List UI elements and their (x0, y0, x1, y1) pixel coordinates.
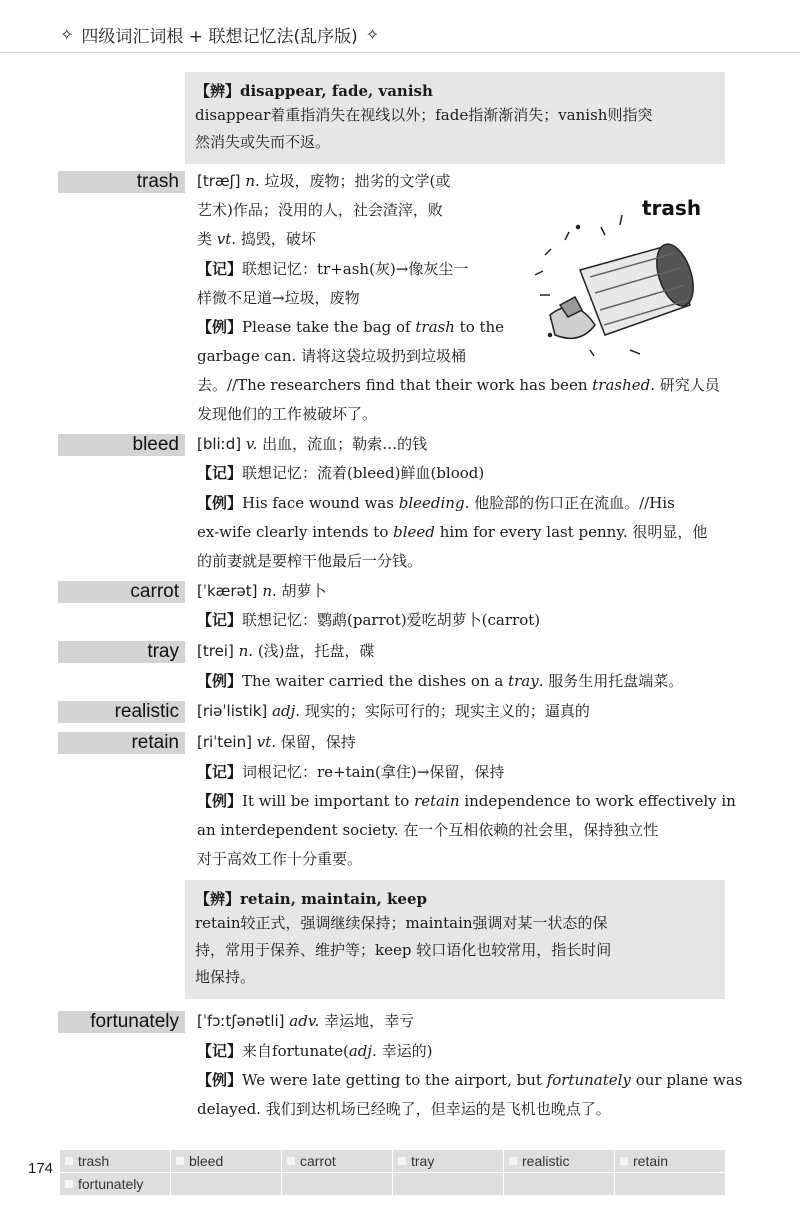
memory-text: 词根记忆：re+tain(拿住)→保留，保持 (242, 763, 505, 781)
headword-retain: retain (58, 732, 185, 754)
example-emphasis: trashed (592, 376, 651, 394)
part-of-speech: adj. (272, 702, 301, 720)
diamond-icon: ✧ (365, 24, 380, 44)
example-text: His face wound was (242, 494, 394, 512)
example-text: independence to work effectively in (464, 792, 736, 810)
index-empty-cell (504, 1173, 614, 1195)
headword-trash: trash (58, 171, 185, 193)
part-of-speech: adv. (289, 1012, 320, 1030)
phonetic: [riˈtein] (197, 733, 252, 751)
trash-example-2: garbage can. 请将这袋垃圾扔到垃圾桶 (197, 347, 467, 365)
memory-tag: 【记】 (197, 611, 243, 629)
realistic-definition (197, 698, 590, 725)
bleed-example (197, 490, 675, 517)
index-empty-cell (393, 1173, 503, 1195)
part-of-speech: n. (262, 582, 277, 600)
definition-text: (浅)盘，托盘，碟 (257, 642, 375, 660)
fortunately-example-2: delayed. 我们到达机场已经晚了，但幸运的是飞机也晚点了。 (197, 1100, 611, 1118)
example-text: The waiter carried the dishes on a (242, 672, 504, 690)
definition-text: 垃圾，废物；拙劣的文学(或 (264, 172, 451, 190)
distinction-title: 【辨】retain, maintain, keep (195, 890, 428, 908)
example-text: . 他脸部的伤口正在流血。//His (464, 494, 675, 512)
example-text: It will be important to (242, 792, 410, 810)
index-empty-cell (282, 1173, 392, 1195)
phonetic: [bliːd] (197, 435, 242, 453)
carrot-memory (197, 607, 540, 634)
phonetic: [træʃ] (197, 172, 241, 190)
trash-definition-3 (197, 226, 316, 253)
distinction-line: retain较正式，强调继续保持；maintain强调对某一状态的保 (195, 914, 608, 932)
carrot-definition (197, 578, 327, 605)
headword-tray: tray (58, 641, 185, 663)
trash-example (197, 314, 504, 341)
distinction-title: 【辨】disappear, fade, vanish (195, 82, 433, 100)
example-text: 去。//The researchers find that their work has been (197, 376, 588, 394)
example-text: to the (459, 318, 505, 336)
distinction-line: 地保持。 (195, 968, 256, 986)
memory-text: 联想记忆：鹦鹉(parrot)爱吃胡萝卜(carrot) (242, 611, 541, 629)
example-emphasis: bleed (393, 523, 435, 541)
distinction-line: disappear着重指消失在视线以外；fade指渐渐消失；vanish则指突 (195, 106, 653, 124)
headword-realistic: realistic (58, 701, 185, 723)
word-index (60, 1150, 725, 1194)
distinction-text (195, 102, 715, 156)
definition-text: 幸运地，幸亏 (324, 1012, 415, 1030)
memory-tag: 【记】 (197, 464, 243, 482)
example-text: our plane was (635, 1071, 743, 1089)
tray-example (197, 668, 683, 695)
index-item: realistic (504, 1150, 614, 1172)
index-empty-cell (615, 1173, 725, 1195)
phonetic: [riəˈlistik] (197, 702, 268, 720)
example-tag: 【例】 (197, 318, 243, 336)
definition-text: 现实的；实际可行的；现实主义的；逼真的 (304, 702, 590, 720)
example-tag: 【例】 (197, 792, 243, 810)
trash-can-illustration (520, 185, 715, 360)
distinction-text (195, 910, 715, 991)
definition-text: 捣毁，破坏 (240, 230, 316, 248)
part-of-speech: vt. (216, 230, 237, 248)
memory-tag: 【记】 (197, 763, 243, 781)
memory-tag: 【记】 (197, 260, 243, 278)
definition-text: 类 (197, 230, 213, 248)
index-item: fortunately (60, 1173, 170, 1195)
trash-definition-2: 艺术)作品；没用的人，社会渣滓，败 (197, 201, 443, 219)
memory-text: 联想记忆：流着(bleed)鲜血(blood) (242, 464, 485, 482)
diamond-icon: ✧ (60, 24, 74, 44)
page-header (52, 18, 387, 50)
part-of-speech: v. (245, 435, 258, 453)
trash-definition (197, 168, 450, 195)
example-emphasis: trash (415, 318, 455, 336)
memory-tag: 【记】 (197, 1042, 243, 1060)
distinction-line: 然消失或失而不返。 (195, 133, 331, 151)
memory-text: 幸运的) (381, 1042, 433, 1060)
example-tag: 【例】 (197, 494, 243, 512)
example-text: him for every last penny. 很明显，他 (439, 523, 708, 541)
example-text: . 服务生用托盘端菜。 (538, 672, 684, 690)
memory-text: 联想记忆：tr+ash(灰)→像灰尘一 (242, 260, 469, 278)
example-emphasis: bleeding (398, 494, 465, 512)
example-text: . 研究人员 (650, 376, 720, 394)
fortunately-definition (197, 1008, 414, 1035)
fortunately-memory (197, 1038, 432, 1065)
index-item: tray (393, 1150, 503, 1172)
bleed-definition (197, 431, 427, 458)
header-divider (0, 52, 800, 53)
part-of-speech: vt. (256, 733, 277, 751)
distinction-box-disappear (185, 72, 725, 164)
tray-definition (197, 638, 375, 665)
bleed-example-2 (197, 519, 707, 546)
index-item: trash (60, 1150, 170, 1172)
index-item: carrot (282, 1150, 392, 1172)
headword-bleed: bleed (58, 434, 185, 456)
page-title: 四级词汇词根 + 联想记忆法(乱序版) (81, 26, 358, 47)
part-of-speech: n. (238, 642, 254, 660)
headword-fortunately: fortunately (58, 1011, 185, 1033)
trash-memory (197, 256, 468, 283)
distinction-box-retain (185, 880, 725, 999)
retain-example-3: 对于高效工作十分重要。 (197, 850, 363, 868)
example-emphasis: fortunately (546, 1071, 631, 1089)
trash-example-3 (197, 372, 720, 399)
distinction-line: 持，常用于保养、维护等；keep 较口语化也较常用，指长时间 (195, 941, 612, 959)
index-empty-cell (171, 1173, 281, 1195)
example-text: We were late getting to the airport, but (242, 1071, 542, 1089)
retain-memory (197, 759, 504, 786)
index-item: bleed (171, 1150, 281, 1172)
phonetic: [ˈfɔːtʃənətli] (197, 1012, 285, 1030)
part-of-speech: n. (245, 172, 260, 190)
bleed-example-3: 的前妻就是要榨干他最后一分钱。 (197, 552, 423, 570)
example-emphasis: tray (508, 672, 539, 690)
definition-text: 胡萝卜 (281, 582, 327, 600)
example-tag: 【例】 (197, 1071, 243, 1089)
retain-example (197, 788, 736, 815)
part-of-speech: adj. (348, 1042, 377, 1060)
memory-text: 来自fortunate( (242, 1042, 349, 1060)
trash-memory-2: 样微不足道→垃圾，废物 (197, 289, 360, 307)
definition-text: 出血，流血；勒索…的钱 (262, 435, 428, 453)
phonetic: [trei] (197, 642, 234, 660)
page-number: 174 (28, 1160, 54, 1177)
example-emphasis: retain (414, 792, 460, 810)
retain-example-2: an interdependent society. 在一个互相依赖的社会里，保持独立性 (197, 821, 659, 839)
retain-definition (197, 729, 356, 756)
definition-text: 保留，保持 (280, 733, 356, 751)
index-item: retain (615, 1150, 725, 1172)
example-text: Please take the bag of (242, 318, 411, 336)
example-text: ex-wife clearly intends to (197, 523, 389, 541)
headword-carrot: carrot (58, 581, 185, 603)
fortunately-example (197, 1067, 742, 1094)
example-tag: 【例】 (197, 672, 243, 690)
trash-example-4: 发现他们的工作被破坏了。 (197, 405, 378, 423)
bleed-memory (197, 460, 484, 487)
phonetic: [ˈkærət] (197, 582, 258, 600)
illustration-label: trash (642, 196, 702, 220)
